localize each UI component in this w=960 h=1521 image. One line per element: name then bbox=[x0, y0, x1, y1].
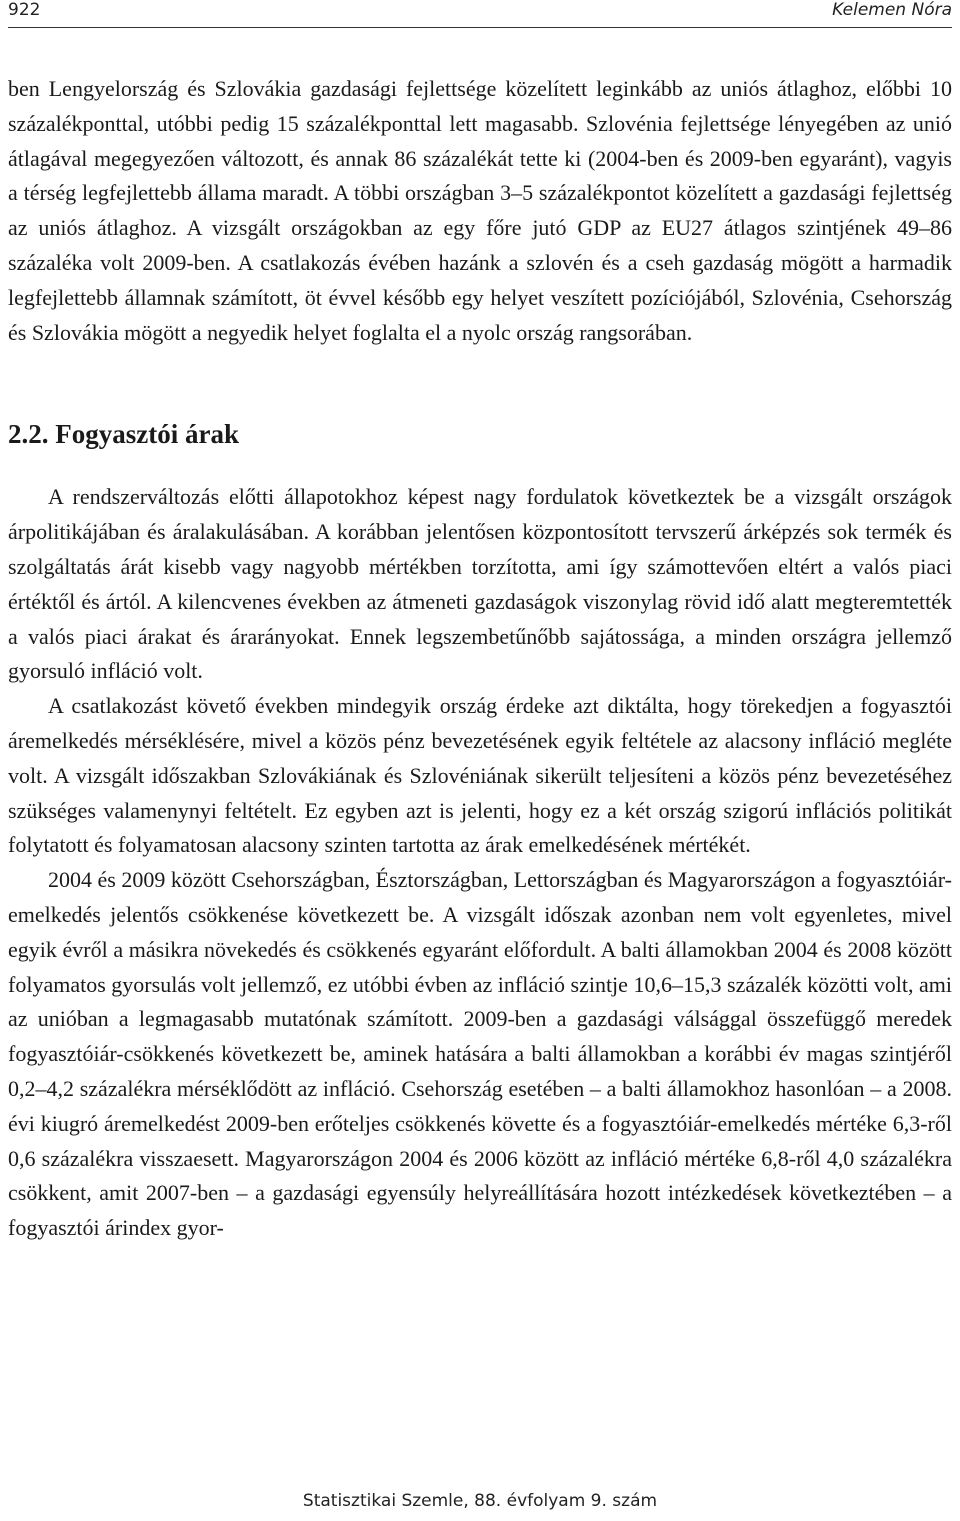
running-head-author: Kelemen Nóra bbox=[832, 0, 952, 20]
page-header bbox=[0, 0, 960, 24]
body-text bbox=[8, 72, 952, 1246]
paragraph: 2004 és 2009 között Csehországban, Észtországban, Lettországban és Magyarországon a fogyasztóiár-emelkedés jelentős csökkenése következett be. A vizsgált időszak azonban nem volt egyenletes, mivel egyik évről a másikra növekedés és csökkenés egyaránt előfordult. A balti államokban 2004 és 2008 között folyamatos gyorsulás volt jellemző, ez utóbbi évben az infláció szintje 10,6–15,3 százalék közötti volt, ami az unióban a legmagasabb mutatónak számított. 2009-ben a gazdasági válsággal összefüggő meredek fogyasztóiár-csökkenés következett be, aminek hatására a balti államokban a korábbi év magas szintjéről 0,2–4,2 százalékra mérséklődött az infláció. Csehország esetében – a balti államokhoz hasonlóan – a 2008. évi kiugró áremelkedést 2009-ben erőteljes csökkenés követte és a fogyasztóiár-emelkedés mértéke 6,3-ről 0,6 százalékra visszaesett. Magyarországon 2004 és 2006 között az infláció mértéke 6,8-ről 4,0 százalékra csökkent, amit 2007-ben – a gazdasági egyensúly helyreállítására hozott intézkedések következtében – a fogyasztói árindex gyor- bbox=[8, 867, 952, 1241]
section-heading: 2.2. Fogyasztói árak bbox=[8, 419, 239, 450]
header-rule bbox=[8, 27, 952, 28]
paragraph: A csatlakozást követő években mindegyik ország érdeke azt diktálta, hogy törekedjen a fogyasztói áremelkedés mérséklésére, mivel a közös pénz bevezetésének egyik feltétele az alacsony infláció megléte volt. A vizsgált időszakban Szlovákiának és Szlovéniának sikerült teljesíteni a közös pénz bevezetéséhez szükséges valamenynyi feltételt. Ez egyben azt is jelenti, hogy ez a két ország szigorú inflációs politikát folytatott és folyamatosan alacsony szinten tartotta az árak emelkedésének mértékét. bbox=[8, 693, 952, 858]
page-number: 922 bbox=[8, 0, 41, 20]
page-footer: Statisztikai Szemle, 88. évfolyam 9. szám bbox=[302, 1491, 658, 1511]
paragraph: ben Lengyelország és Szlovákia gazdasági fejlettsége közelített leginkább az uniós átlaghoz, előbbi 10 százalékponttal, utóbbi pedig 15 százalékponttal lett magasabb. Szlovénia fejlettsége lényegében az unió átlagával megegyezően változott, és annak 86 százalékát tette ki (2004-ben és 2009-ben egyaránt), vagyis a térség legfejlettebb állama maradt. A többi országban 3–5 százalékpontot közelített a gazdasági fejlettség az uniós átlaghoz. A vizsgált országokban az egy főre jutó GDP az EU27 átlagos szintjének 49–86 százaléka volt 2009-ben. A csatlakozás évében hazánk a szlovén és a cseh gazdaság mögött a harmadik legfejlettebb államnak számított, öt évvel később egy helyet veszített pozíciójából, Szlovénia, Csehország és Szlovákia mögött a negyedik helyet foglalta el a nyolc ország rangsorában. bbox=[8, 76, 952, 345]
paragraph: A rendszerváltozás előtti állapotokhoz képest nagy fordulatok következtek be a vizsgált országok árpolitikájában és áralakulásában. A korábban jelentősen központosított tervszerű árképzés sok termék és szolgáltatás árát kisebb vagy nagyobb mértékben torzította, ami így számottevően eltért a valós piaci értéktől és ártól. A kilencvenes években az átmeneti gazdaságok viszonylag rövid idő alatt megteremtették a valós piaci árakat és árarányokat. Ennek legszembetűnőbb sajátossága, a minden országra jellemző gyorsuló infláció volt. bbox=[8, 484, 952, 684]
